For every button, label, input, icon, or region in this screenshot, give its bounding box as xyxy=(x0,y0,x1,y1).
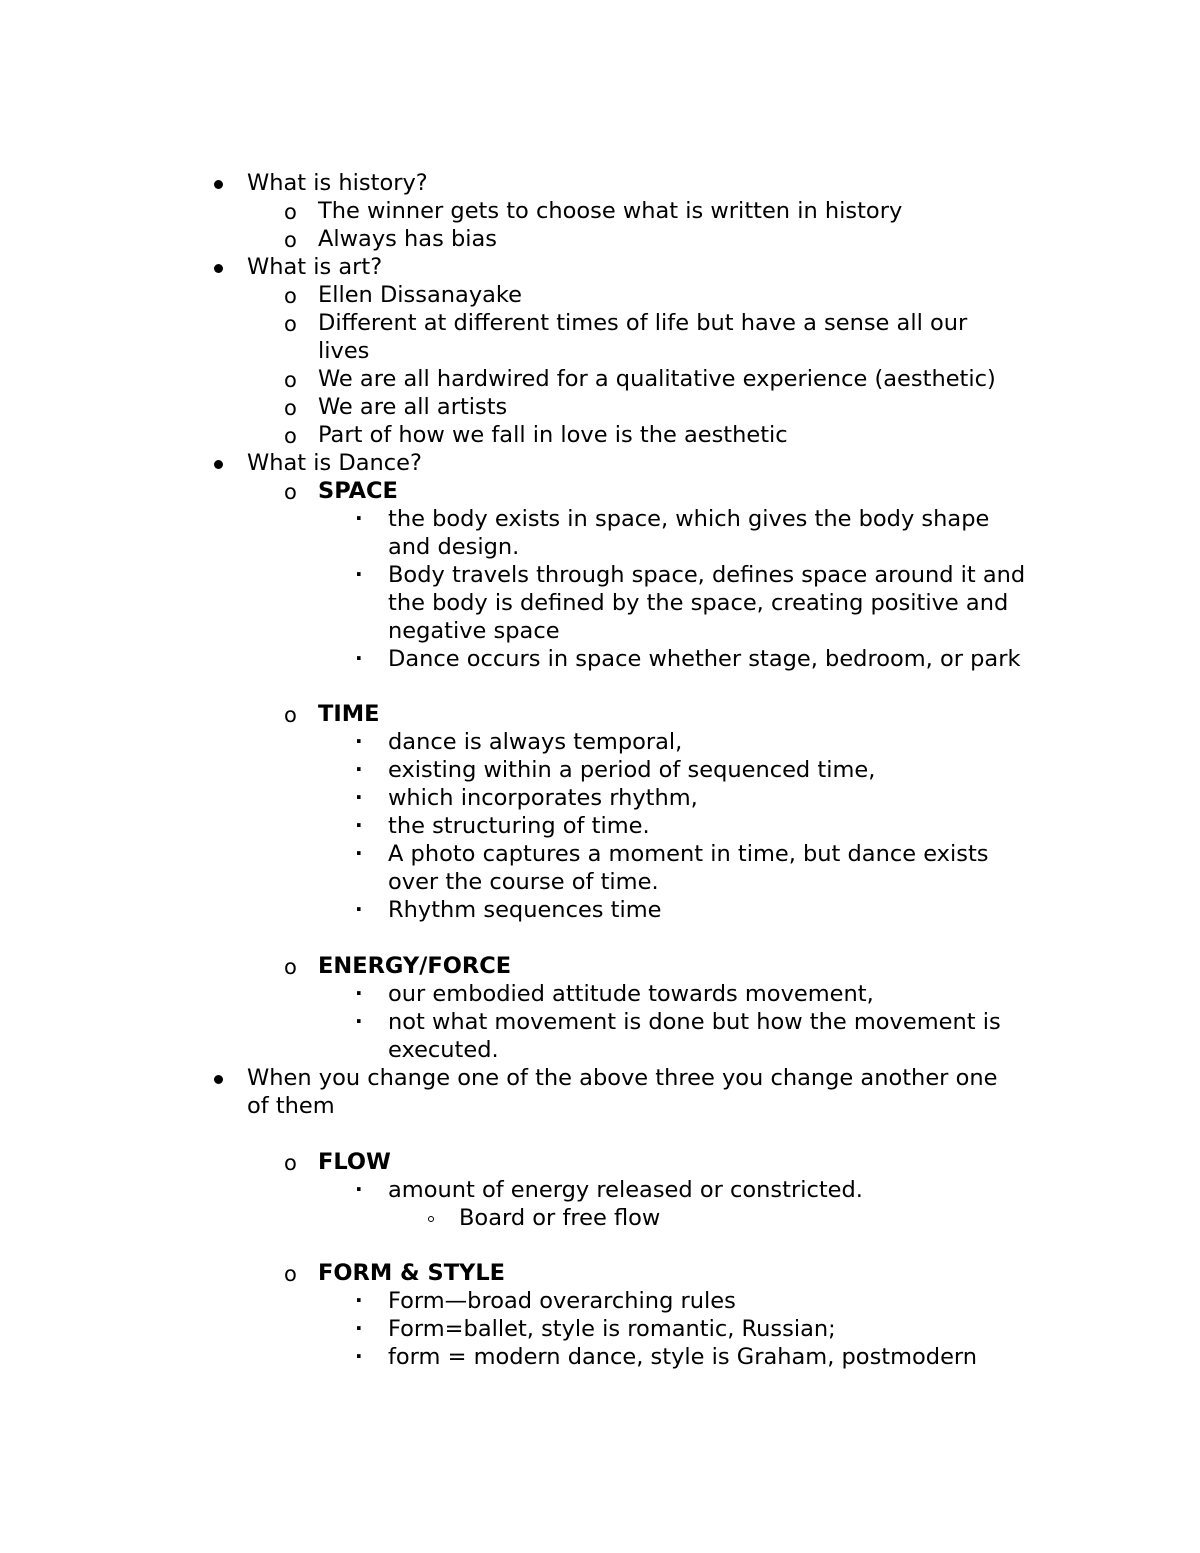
section-heading: TIME xyxy=(318,701,380,727)
bullet-circle-icon: o xyxy=(284,955,297,979)
list-item-continuation: over the course of time. xyxy=(388,869,659,895)
bullet-circle-icon: o xyxy=(284,396,297,420)
list-item-text: our embodied attitude towards movement, xyxy=(388,981,874,1007)
list-item-text: the body exists in space, which gives the body shape xyxy=(388,506,990,532)
list-item-continuation: the body is defined by the space, creating positive and xyxy=(388,590,1009,616)
list-item-text: the structuring of time. xyxy=(388,813,650,839)
list-item-continuation: executed. xyxy=(388,1037,499,1063)
bullet-circle-icon: o xyxy=(284,703,297,727)
list-item-text: which incorporates rhythm, xyxy=(388,785,698,811)
list-item-text: We are all hardwired for a qualitative experience (aesthetic) xyxy=(318,366,996,392)
list-item-text: When you change one of the above three you change another one xyxy=(247,1065,998,1091)
bullet-circle-icon: o xyxy=(284,228,297,252)
list-item-text: not what movement is done but how the movement is xyxy=(388,1009,1001,1035)
list-item-text: Body travels through space, defines space around it and xyxy=(388,562,1026,588)
section-heading: SPACE xyxy=(318,478,398,504)
bullet-dot-icon xyxy=(214,264,223,273)
bullet-small-dot-icon: · xyxy=(355,1177,363,1201)
bullet-circle-icon: o xyxy=(284,1262,297,1286)
bullet-circle-icon: o xyxy=(284,424,297,448)
bullet-tiny-circle-icon xyxy=(428,1216,434,1222)
bullet-circle-icon: o xyxy=(284,284,297,308)
list-item-text: Rhythm sequences time xyxy=(388,897,662,923)
list-item-text: Form=ballet, style is romantic, Russian; xyxy=(388,1316,836,1342)
bullet-small-dot-icon: · xyxy=(355,1288,363,1312)
list-item-continuation: of them xyxy=(247,1093,335,1119)
bullet-small-dot-icon: · xyxy=(355,646,363,670)
section-heading: FLOW xyxy=(318,1149,391,1175)
bullet-circle-icon: o xyxy=(284,480,297,504)
bullet-small-dot-icon: · xyxy=(355,1316,363,1340)
bullet-dot-icon xyxy=(214,180,223,189)
list-item-text: Different at different times of life but have a sense all our xyxy=(318,310,968,336)
bullet-dot-icon xyxy=(214,1075,223,1084)
list-item-text: existing within a period of sequenced time, xyxy=(388,757,876,783)
bullet-small-dot-icon: · xyxy=(355,813,363,837)
list-item-text: Form—broad overarching rules xyxy=(388,1288,736,1314)
list-item-text: Part of how we fall in love is the aesthetic xyxy=(318,422,788,448)
list-item-text: Ellen Dissanayake xyxy=(318,282,523,308)
bullet-small-dot-icon: · xyxy=(355,1344,363,1368)
bullet-circle-icon: o xyxy=(284,1151,297,1175)
bullet-small-dot-icon: · xyxy=(355,841,363,865)
list-item-text: What is art? xyxy=(247,254,383,280)
list-item-continuation: and design. xyxy=(388,534,520,560)
bullet-small-dot-icon: · xyxy=(355,506,363,530)
list-item-text: form = modern dance, style is Graham, postmodern xyxy=(388,1344,978,1370)
list-item-text: dance is always temporal, xyxy=(388,729,683,755)
list-item-text: A photo captures a moment in time, but dance exists xyxy=(388,841,989,867)
list-item-text: Always has bias xyxy=(318,226,497,252)
section-heading: ENERGY/FORCE xyxy=(318,953,512,979)
list-item-text: We are all artists xyxy=(318,394,508,420)
bullet-small-dot-icon: · xyxy=(355,897,363,921)
list-item-continuation: lives xyxy=(318,338,370,364)
list-item-text: amount of energy released or constricted. xyxy=(388,1177,863,1203)
bullet-small-dot-icon: · xyxy=(355,981,363,1005)
list-item-text: Dance occurs in space whether stage, bedroom, or park xyxy=(388,646,1021,672)
bullet-circle-icon: o xyxy=(284,200,297,224)
bullet-small-dot-icon: · xyxy=(355,757,363,781)
list-item-text: What is Dance? xyxy=(247,450,422,476)
list-item-text: Board or free flow xyxy=(459,1205,661,1231)
bullet-circle-icon: o xyxy=(284,312,297,336)
section-heading: FORM & STYLE xyxy=(318,1260,506,1286)
bullet-dot-icon xyxy=(214,460,223,469)
bullet-small-dot-icon: · xyxy=(355,785,363,809)
bullet-small-dot-icon: · xyxy=(355,729,363,753)
bullet-small-dot-icon: · xyxy=(355,562,363,586)
list-item-text: What is history? xyxy=(247,170,428,196)
list-item-continuation: negative space xyxy=(388,618,560,644)
list-item-text: The winner gets to choose what is written in history xyxy=(318,198,903,224)
bullet-circle-icon: o xyxy=(284,368,297,392)
bullet-small-dot-icon: · xyxy=(355,1009,363,1033)
